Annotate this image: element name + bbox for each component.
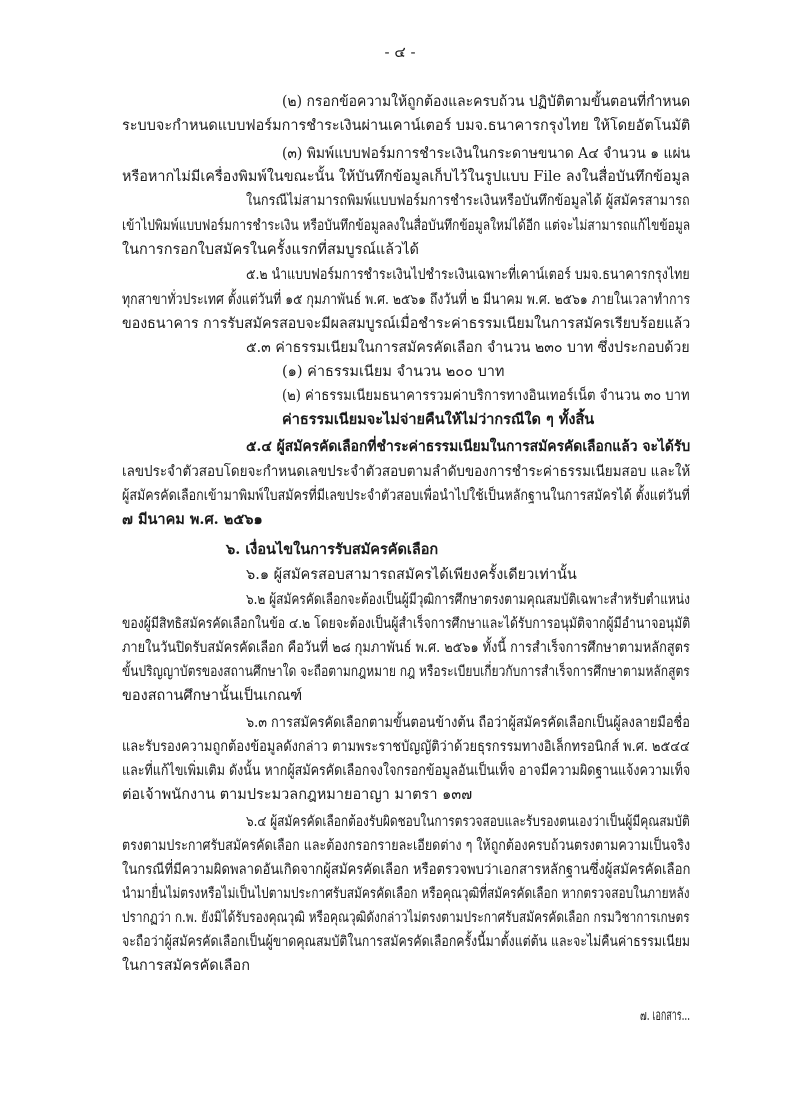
text-line: ของธนาคาร การรับสมัครสอบจะมีผลสมบูรณ์เมื่อชำระค่าธรรมเนียมในการสมัครเรียบร้อยแล้ว <box>122 316 691 332</box>
text-line: ปรากฏว่า ก.พ. ยังมิได้รับรองคุณวุฒิ หรือคุณวุฒิดังกล่าวไม่ตรงตามประกาศรับสมัครคัดเลือก กรมวิชาการเกษตร <box>122 910 690 926</box>
text-line: ทุกสาขาทั่วประเทศ ตั้งแต่วันที่ ๑๕ กุมภาพันธ์ พ.ศ. ๒๕๖๑ ถึงวันที่ ๒ มีนาคม พ.ศ. ๒๕๖๑ ภายในเวลาทำการ <box>122 292 691 308</box>
text-line: ค่าธรรมเนียมจะไม่จ่ายคืนให้ไม่ว่ากรณีใด ๆ ทั้งสิ้น <box>282 411 595 428</box>
text-line: (๑) ค่าธรรมเนียม จำนวน ๒๐๐ บาท <box>282 364 505 380</box>
text-line: ของสถานศึกษานั้นเป็นเกณฑ์ <box>122 688 303 704</box>
text-line: (๓) พิมพ์แบบฟอร์มการชำระเงินในกระดาษขนาด A๔ จำนวน ๑ แผ่น <box>282 146 691 162</box>
text-line: และรับรองความถูกต้องข้อมูลดังกล่าว ตามพระราชบัญญัติว่าด้วยธุรกรรมทางอิเล็กทรอนิกส์ พ.ศ. ๒๕๔๔ <box>122 739 690 755</box>
text-line: ของผู้มีสิทธิสมัครคัดเลือกในข้อ ๔.๒ โดยจะต้องเป็นผู้สำเร็จการศึกษาและได้รับการอนุมัติจากผู้มีอำนาจอนุมัติ <box>122 616 691 632</box>
text-line: ๕.๒ นำแบบฟอร์มการชำระเงินไปชำระเงินเฉพาะที่เคาน์เตอร์ บมจ.ธนาคารกรุงไทย <box>246 267 690 283</box>
text-line: ตรงตามประกาศรับสมัครคัดเลือก และต้องกรอกรายละเอียดต่าง ๆ ให้ถูกต้องครบถ้วนตรงตามความเป็นจริง <box>122 838 691 854</box>
text-line: ๗ มีนาคม พ.ศ. ๒๕๖๑ <box>122 511 263 528</box>
text-line: นำมายื่นไม่ตรงหรือไม่เป็นไปตามประกาศรับสมัครคัดเลือก หรือคุณวุฒิที่สมัครคัดเลือก หากตรวจสอบในภายหลัง <box>122 886 690 902</box>
text-line: ๖.๓ การสมัครคัดเลือกตามขั้นตอนข้างต้น ถือว่าผู้สมัครคัดเลือกเป็นผู้ลงลายมือชื่อ <box>246 715 690 731</box>
text-line: ผู้สมัครคัดเลือกเข้ามาพิมพ์ใบสมัครที่มีเลขประจำตัวสอบเพื่อนำไปใช้เป็นหลักฐานในการสมัครได้ ตั้งแต่วันที่ <box>122 488 690 504</box>
text-line: และที่แก้ไขเพิ่มเติม ดังนั้น หากผู้สมัครคัดเลือกจงใจกรอกข้อมูลอันเป็นเท็จ อาจมีความผิดฐานแจ้งความเท็จ <box>122 763 691 779</box>
text-line: จะถือว่าผู้สมัครคัดเลือกเป็นผู้ขาดคุณสมบัติในการสมัครคัดเลือกครั้งนี้มาตั้งแต่ต้น และจะไม่คืนค่าธรรมเนียม <box>122 934 691 950</box>
text-line: ๖. เงื่อนไขในการรับสมัครคัดเลือก <box>226 541 439 558</box>
text-line: (๒) ค่าธรรมเนียมธนาคารรวมค่าบริการทางอินเทอร์เน็ต จำนวน ๓๐ บาท <box>282 388 690 404</box>
text-line: เข้าไปพิมพ์แบบฟอร์มการชำระเงิน หรือบันทึกข้อมูลลงในสื่อบันทึกข้อมูลใหม่ได้อีก แต่จะไม่สามารถแก้ไขข้อมูล <box>122 218 691 234</box>
text-line: ๕.๔ ผู้สมัครคัดเลือกที่ชำระค่าธรรมเนียมในการสมัครคัดเลือกแล้ว จะได้รับ <box>246 438 691 455</box>
text-line: หรือหากไม่มีเครื่องพิมพ์ในขณะนั้น ให้บันทึกข้อมูลเก็บไว้ในรูปแบบ File ลงในสื่อบันทึกข้อมูล <box>122 169 690 185</box>
text-line: ๕.๓ ค่าธรรมเนียมในการสมัครคัดเลือก จำนวน ๒๓๐ บาท ซึ่งประกอบด้วย <box>246 340 690 356</box>
text-line: ในกรณีไม่สามารถพิมพ์แบบฟอร์มการชำระเงินหรือบันทึกข้อมูลได้ ผู้สมัครสามารถ <box>246 193 690 209</box>
text-line: ในการกรอกใบสมัครในครั้งแรกที่สมบูรณ์แล้วได้ <box>122 242 419 258</box>
text-line: ระบบจะกำหนดแบบฟอร์มการชำระเงินผ่านเคาน์เตอร์ บมจ.ธนาคารกรุงไทย ให้โดยอัตโนมัติ <box>122 118 691 134</box>
text-line: (๒) กรอกข้อความให้ถูกต้องและครบถ้วน ปฏิบัติตามขั้นตอนที่กำหนด <box>282 94 691 110</box>
text-line: เลขประจำตัวสอบโดยจะกำหนดเลขประจำตัวสอบตามลำดับของการชำระค่าธรรมเนียมสอบ และให้ <box>122 464 691 480</box>
text-line: ในการสมัครคัดเลือก <box>122 958 251 974</box>
text-line: ๖.๔ ผู้สมัครคัดเลือกต้องรับผิดชอบในการตรวจสอบและรับรองตนเองว่าเป็นผู้มีคุณสมบัติ <box>246 814 690 830</box>
text-line: ๖.๒ ผู้สมัครคัดเลือกจะต้องเป็นผู้มีวุฒิการศึกษาตรงตามคุณสมบัติเฉพาะสำหรับตำแหน่ง <box>246 592 690 608</box>
text-line: ต่อเจ้าพนักงาน ตามประมวลกฎหมายอาญา มาตรา ๑๓๗ <box>122 787 473 803</box>
text-line: ในกรณีที่มีความผิดพลาดอันเกิดจากผู้สมัครคัดเลือก หรือตรวจพบว่าเอกสารหลักฐานซึ่งผู้สมัครคัดเลือก <box>122 862 691 878</box>
text-line: ๖.๑ ผู้สมัครสอบสามารถสมัครได้เพียงครั้งเดียวเท่านั้น <box>246 567 577 583</box>
text-line: ภายในวันปิดรับสมัครคัดเลือก คือวันที่ ๒๘ กุมภาพันธ์ พ.ศ. ๒๕๖๑ ทั้งนี้ การสำเร็จการศึกษาตามหลักสูตร <box>122 640 690 656</box>
text-line: ขั้นปริญญาบัตรของสถานศึกษาใด จะถือตามกฎหมาย กฎ หรือระเบียบเกี่ยวกับการสำเร็จการศึกษาตามหลักสูตร <box>122 664 690 680</box>
page-number: - ๔ - <box>384 43 416 61</box>
text-line: ๗. เอกสาร... <box>640 1008 691 1024</box>
